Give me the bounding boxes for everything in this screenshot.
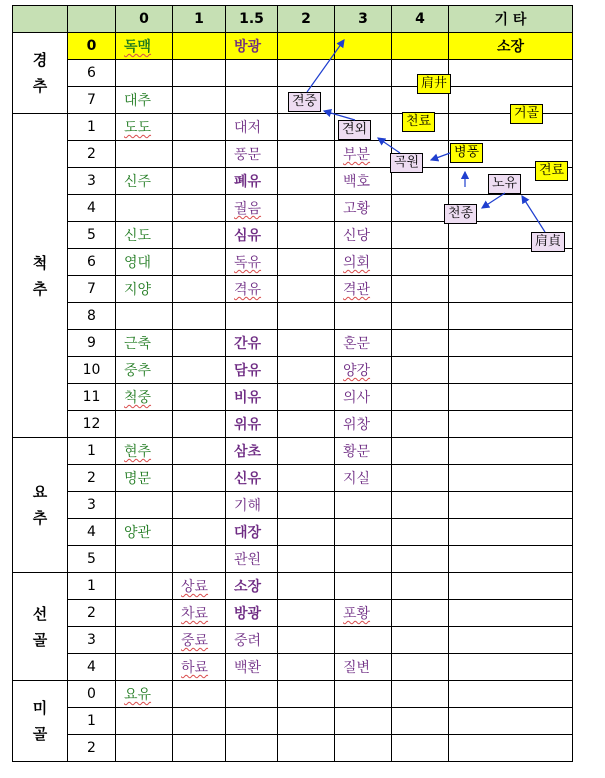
cell-etc: [449, 465, 573, 492]
row-number: 10: [68, 357, 116, 384]
cell-c3: [335, 303, 392, 330]
cell-c2: [278, 276, 335, 303]
cell-c4: [392, 438, 449, 465]
row-number: 3: [68, 627, 116, 654]
cell-c1: [173, 114, 226, 141]
table-row: [13, 411, 573, 438]
cell-c15: [226, 735, 278, 762]
label-byeongpung: 병풍: [450, 143, 483, 163]
cell-c2: [278, 249, 335, 276]
cell-c1: [173, 546, 226, 573]
cell-c4: [392, 411, 449, 438]
cell-c2: [278, 465, 335, 492]
cell-c2: [278, 222, 335, 249]
table-row: [13, 141, 573, 168]
row-number: 1: [68, 438, 116, 465]
cell-c0: 요유: [116, 681, 173, 708]
table-row: [13, 654, 573, 681]
cell-c1: [173, 330, 226, 357]
cell-c3: [335, 87, 392, 114]
cell-c3: 격관: [335, 276, 392, 303]
row-number: 11: [68, 384, 116, 411]
table-row: [13, 627, 573, 654]
cell-c4: [392, 573, 449, 600]
table-body: [13, 33, 573, 762]
cell-c3: 고황: [335, 195, 392, 222]
cell-c15: 관원: [226, 546, 278, 573]
cell-c0: [116, 60, 173, 87]
header-number: [68, 6, 116, 33]
cell-c0: [116, 492, 173, 519]
cell-etc: [449, 330, 573, 357]
cell-c3: [335, 546, 392, 573]
row-number: 6: [68, 60, 116, 87]
cell-c15: 삼초: [226, 438, 278, 465]
cell-c1: [173, 411, 226, 438]
segment-label: 요 추: [13, 438, 68, 573]
cell-c15: 백환: [226, 654, 278, 681]
cell-c1: [173, 708, 226, 735]
cell-c0: 지양: [116, 276, 173, 303]
cell-etc: [449, 708, 573, 735]
cell-c2: [278, 627, 335, 654]
cell-c4: [392, 276, 449, 303]
cell-c3: [335, 681, 392, 708]
label-noyu: 노유: [488, 174, 521, 194]
row-number: 7: [68, 276, 116, 303]
cell-c2: [278, 195, 335, 222]
cell-c0: [116, 303, 173, 330]
cell-c4: [392, 627, 449, 654]
cell-c3: 황문: [335, 438, 392, 465]
cell-c0: 대추: [116, 87, 173, 114]
cell-c4: [392, 546, 449, 573]
cell-c1: [173, 87, 226, 114]
cell-c4: [392, 33, 449, 60]
label-geogol: 거골: [510, 104, 543, 124]
cell-c15: 독유: [226, 249, 278, 276]
label-gyeonlyo: 견료: [535, 161, 568, 181]
cell-c1: [173, 735, 226, 762]
cell-c1: [173, 60, 226, 87]
cell-etc: [449, 60, 573, 87]
cell-c1: [173, 195, 226, 222]
cell-c3: 양강: [335, 357, 392, 384]
table-row: [13, 546, 573, 573]
cell-c15: 위유: [226, 411, 278, 438]
label-jianjing: 肩井: [417, 74, 451, 94]
cell-c1: [173, 357, 226, 384]
row-number: 1: [68, 708, 116, 735]
row-number: 4: [68, 654, 116, 681]
cell-c0: [116, 546, 173, 573]
table-row: [13, 195, 573, 222]
cell-c4: [392, 357, 449, 384]
cell-c0: 영대: [116, 249, 173, 276]
cell-c2: [278, 654, 335, 681]
cell-c2: [278, 384, 335, 411]
cell-c0: [116, 627, 173, 654]
table-row: [13, 735, 573, 762]
cell-c1: [173, 276, 226, 303]
cell-c3: 부분: [335, 141, 392, 168]
row-number: 1: [68, 114, 116, 141]
cell-c3: 지실: [335, 465, 392, 492]
cell-c3: [335, 33, 392, 60]
segment-label: 미 골: [13, 681, 68, 762]
header-segment: [13, 6, 68, 33]
cell-c2: [278, 303, 335, 330]
cell-c15: 담유: [226, 357, 278, 384]
header-col-1-5: 1.5: [226, 6, 278, 33]
cell-c4: [392, 654, 449, 681]
cell-c0: 척중: [116, 384, 173, 411]
cell-c2: [278, 708, 335, 735]
row-number: 2: [68, 600, 116, 627]
cell-c3: [335, 735, 392, 762]
label-gyeonoe: 견외: [338, 120, 371, 140]
cell-c1: 하료: [173, 654, 226, 681]
table-row: [13, 600, 573, 627]
cell-c2: [278, 600, 335, 627]
row-number: 4: [68, 195, 116, 222]
header-col-1: 1: [173, 6, 226, 33]
cell-c1: [173, 168, 226, 195]
cell-etc: [449, 519, 573, 546]
row-number: 2: [68, 465, 116, 492]
table-row: [13, 384, 573, 411]
cell-c4: [392, 222, 449, 249]
cell-c15: 궐음: [226, 195, 278, 222]
cell-c0: [116, 411, 173, 438]
cell-etc: [449, 654, 573, 681]
row-number: 4: [68, 519, 116, 546]
cell-c4: [392, 681, 449, 708]
cell-c2: [278, 141, 335, 168]
segment-label: 척 추: [13, 114, 68, 438]
cell-c15: [226, 681, 278, 708]
cell-etc: [449, 357, 573, 384]
label-cheonlyo: 천료: [402, 112, 435, 132]
cell-c15: [226, 708, 278, 735]
row-number: 5: [68, 222, 116, 249]
cell-c15: 대장: [226, 519, 278, 546]
cell-c0: [116, 735, 173, 762]
cell-c2: [278, 60, 335, 87]
header-col-0: 0: [116, 6, 173, 33]
cell-c4: [392, 330, 449, 357]
cell-c1: [173, 303, 226, 330]
cell-c2: [278, 114, 335, 141]
row-number: 2: [68, 735, 116, 762]
header-col-4: 4: [392, 6, 449, 33]
cell-c4: [392, 195, 449, 222]
row-number: 12: [68, 411, 116, 438]
cell-c3: 의회: [335, 249, 392, 276]
row-number: 3: [68, 168, 116, 195]
cell-c15: 기해: [226, 492, 278, 519]
cell-c1: [173, 222, 226, 249]
cell-etc: [449, 438, 573, 465]
table-row: [13, 465, 573, 492]
cell-c1: [173, 141, 226, 168]
cell-etc: [449, 627, 573, 654]
cell-c2: [278, 357, 335, 384]
cell-c0: 양관: [116, 519, 173, 546]
header-col-etc: 기 타: [449, 6, 573, 33]
segment-label: 선 골: [13, 573, 68, 681]
table-row: [13, 681, 573, 708]
cell-c15: [226, 87, 278, 114]
table-row: [13, 222, 573, 249]
cell-c0: 중추: [116, 357, 173, 384]
table-row: [13, 60, 573, 87]
table-row: [13, 438, 573, 465]
cell-c2: [278, 546, 335, 573]
cell-c0: 독맥: [116, 33, 173, 60]
cell-c3: 위창: [335, 411, 392, 438]
row-number: 7: [68, 87, 116, 114]
cell-etc: [449, 303, 573, 330]
cell-c0: 신주: [116, 168, 173, 195]
cell-c2: [278, 168, 335, 195]
row-number: 9: [68, 330, 116, 357]
header-row: [13, 6, 573, 33]
cell-c1: [173, 384, 226, 411]
label-gokwon: 곡원: [390, 153, 423, 173]
cell-c0: 근축: [116, 330, 173, 357]
cell-c4: [392, 708, 449, 735]
table-row: [13, 519, 573, 546]
cell-c2: [278, 519, 335, 546]
table-row: [13, 573, 573, 600]
cell-c2: [278, 438, 335, 465]
cell-c15: 신유: [226, 465, 278, 492]
segment-label: 경 추: [13, 33, 68, 114]
row-number: 0: [68, 33, 116, 60]
row-number: 1: [68, 573, 116, 600]
label-gyeonjung: 견중: [288, 92, 321, 112]
cell-c15: 중려: [226, 627, 278, 654]
table-row: [13, 330, 573, 357]
cell-c2: [278, 33, 335, 60]
cell-c2: [278, 411, 335, 438]
cell-c3: 백호: [335, 168, 392, 195]
cell-c3: 의사: [335, 384, 392, 411]
row-number: 5: [68, 546, 116, 573]
cell-c3: 포황: [335, 600, 392, 627]
cell-c2: [278, 330, 335, 357]
cell-c1: 상료: [173, 573, 226, 600]
row-number: 8: [68, 303, 116, 330]
cell-c4: [392, 600, 449, 627]
cell-c4: [392, 249, 449, 276]
cell-c3: [335, 708, 392, 735]
header-col-2: 2: [278, 6, 335, 33]
cell-etc: 소장: [449, 33, 573, 60]
cell-c3: [335, 627, 392, 654]
cell-c15: 방광: [226, 33, 278, 60]
cell-c2: [278, 735, 335, 762]
table-row: [13, 708, 573, 735]
cell-c3: 혼문: [335, 330, 392, 357]
cell-etc: [449, 681, 573, 708]
cell-c0: 현추: [116, 438, 173, 465]
cell-etc: [449, 276, 573, 303]
cell-etc: [449, 249, 573, 276]
cell-c2: [278, 573, 335, 600]
cell-c0: [116, 654, 173, 681]
cell-c1: 중료: [173, 627, 226, 654]
cell-c15: 격유: [226, 276, 278, 303]
cell-c0: [116, 195, 173, 222]
acupoint-table: [12, 5, 573, 762]
cell-c0: [116, 600, 173, 627]
cell-c4: [392, 384, 449, 411]
cell-etc: [449, 735, 573, 762]
cell-c1: [173, 249, 226, 276]
cell-c15: 비유: [226, 384, 278, 411]
cell-c1: [173, 465, 226, 492]
cell-etc: [449, 492, 573, 519]
row-number: 3: [68, 492, 116, 519]
cell-c15: 대저: [226, 114, 278, 141]
cell-etc: [449, 384, 573, 411]
cell-c3: [335, 573, 392, 600]
cell-c0: 신도: [116, 222, 173, 249]
cell-c4: [392, 492, 449, 519]
cell-etc: [449, 411, 573, 438]
header-col-3: 3: [335, 6, 392, 33]
row-number: 2: [68, 141, 116, 168]
cell-c4: [392, 303, 449, 330]
table-row: [13, 249, 573, 276]
label-jianzhen: 肩貞: [531, 232, 565, 252]
table-row: [13, 357, 573, 384]
cell-c15: 심유: [226, 222, 278, 249]
cell-c1: [173, 33, 226, 60]
table-row: [13, 114, 573, 141]
cell-c1: [173, 492, 226, 519]
row-number: 0: [68, 681, 116, 708]
cell-c0: 명문: [116, 465, 173, 492]
cell-c15: 폐유: [226, 168, 278, 195]
cell-c15: 소장: [226, 573, 278, 600]
cell-c15: 간유: [226, 330, 278, 357]
cell-etc: [449, 600, 573, 627]
cell-c3: [335, 492, 392, 519]
cell-c1: [173, 438, 226, 465]
cell-c1: 차료: [173, 600, 226, 627]
cell-c0: [116, 573, 173, 600]
cell-c2: [278, 681, 335, 708]
table-row: [13, 276, 573, 303]
label-cheonjong: 천종: [444, 204, 477, 224]
cell-c15: [226, 303, 278, 330]
cell-c3: 질변: [335, 654, 392, 681]
cell-c15: [226, 60, 278, 87]
cell-c0: 도도: [116, 114, 173, 141]
cell-c2: [278, 492, 335, 519]
cell-etc: [449, 573, 573, 600]
table-row: [13, 492, 573, 519]
cell-c3: [335, 60, 392, 87]
cell-c0: [116, 708, 173, 735]
row-number: 6: [68, 249, 116, 276]
cell-c1: [173, 519, 226, 546]
cell-c1: [173, 681, 226, 708]
cell-c0: [116, 141, 173, 168]
cell-c4: [392, 465, 449, 492]
cell-c3: [335, 519, 392, 546]
cell-c15: 방광: [226, 600, 278, 627]
table-row: [13, 33, 573, 60]
cell-c4: [392, 519, 449, 546]
cell-etc: [449, 546, 573, 573]
cell-c15: 풍문: [226, 141, 278, 168]
cell-c3: 신당: [335, 222, 392, 249]
table-row: [13, 303, 573, 330]
cell-c4: [392, 735, 449, 762]
